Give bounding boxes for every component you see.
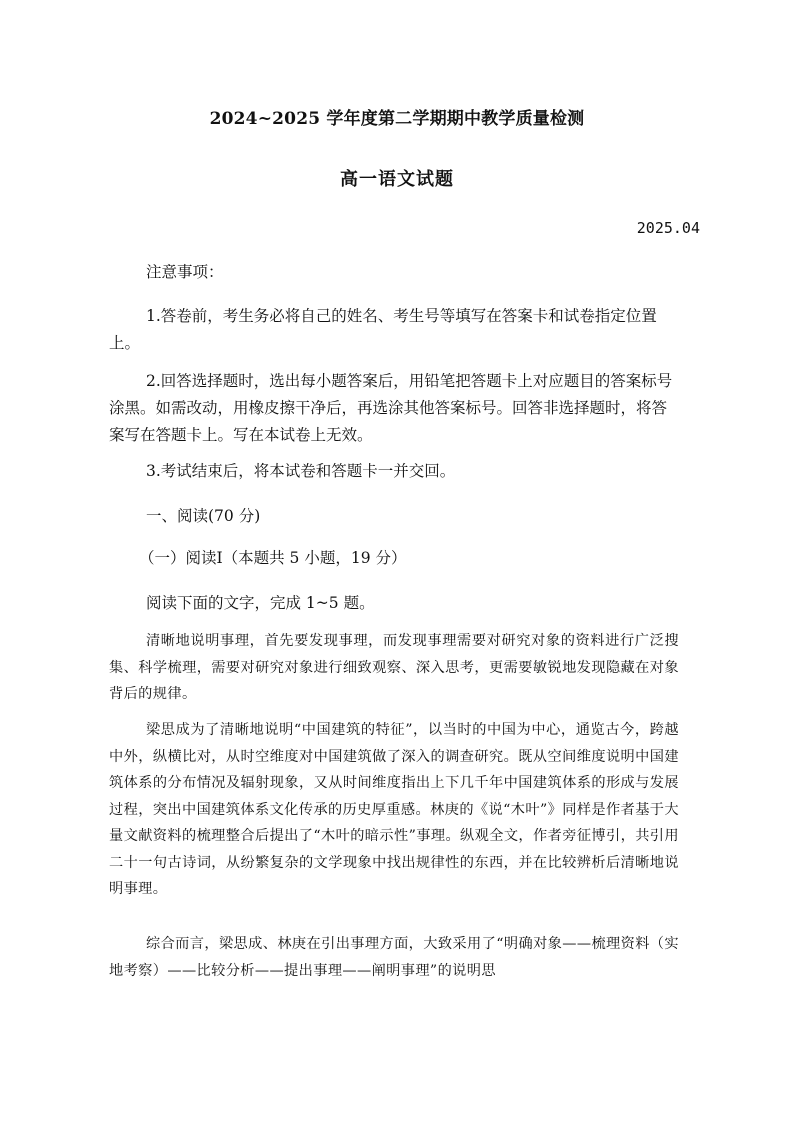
- passage-paragraph: 综合而言，梁思成、林庚在引出事理方面，大致采用了“明确对象——梳理资料（实地考察）——比较分析——提出事理——阐明事理”的说明思: [109, 936, 679, 979]
- passage-paragraph: 清晰地说明事理，首先要发现事理，而发现事理需要对研究对象的资料进行广泛搜集、科学梳理，需要对研究对象进行细致观察、深入思考，更需要敏锐地发现隐藏在对象背后的规律。: [109, 633, 679, 702]
- exam-title: 2024~2025 学年度第二学期期中教学质量检测: [209, 109, 585, 129]
- exam-date: 2025.04: [636, 219, 700, 237]
- notice-item-3: 3.考试结束后，将本试卷和答题卡一并交回。: [146, 462, 456, 480]
- notice-item-2: 2.回答选择题时，选出每小题答案后，用铅笔把答题卡上对应题目的答案标号涂黑。如需改动，用橡皮擦干净后，再选涂其他答案标号。回答非选择题时，将答案写在答题卡上。写在本试卷上无效。: [109, 372, 673, 444]
- passage-paragraph: 梁思成为了清晰地说明“中国建筑的特征”，以当时的中国为中心，通览古今，跨越中外，纵横比对，从时空维度对中国建筑做了深入的调查研究。既从空间维度说明中国建筑体系的分布情况及辐射现象，又从时间维度指出上下几千年中国建筑体系的形成与发展过程，突出中国建筑体系文化传承的历史厚重感。林庚的《说“木叶”》同样是作者基于大量文献资料的梳理整合后提出了“木叶的暗示性”事理。纵观全文，作者旁征博引，共引用二十一句古诗词，从纷繁复杂的文学现象中找出规律性的东西，并在比较辨析后清晰地说明事理。: [109, 722, 679, 897]
- subject-title: 高一语文试题: [340, 169, 454, 190]
- notice-item-1: 1.答卷前，考生务必将自己的姓名、考生号等填写在答案卡和试卷指定位置上。: [109, 307, 657, 352]
- section-title: 一、阅读(70 分): [146, 507, 261, 525]
- part-title: （一）阅读Ⅰ（本题共 5 小题，19 分）: [139, 549, 407, 567]
- notice-heading: 注意事项：: [146, 263, 224, 281]
- reading-instruction: 阅读下面的文字，完成 1~5 题。: [146, 594, 375, 612]
